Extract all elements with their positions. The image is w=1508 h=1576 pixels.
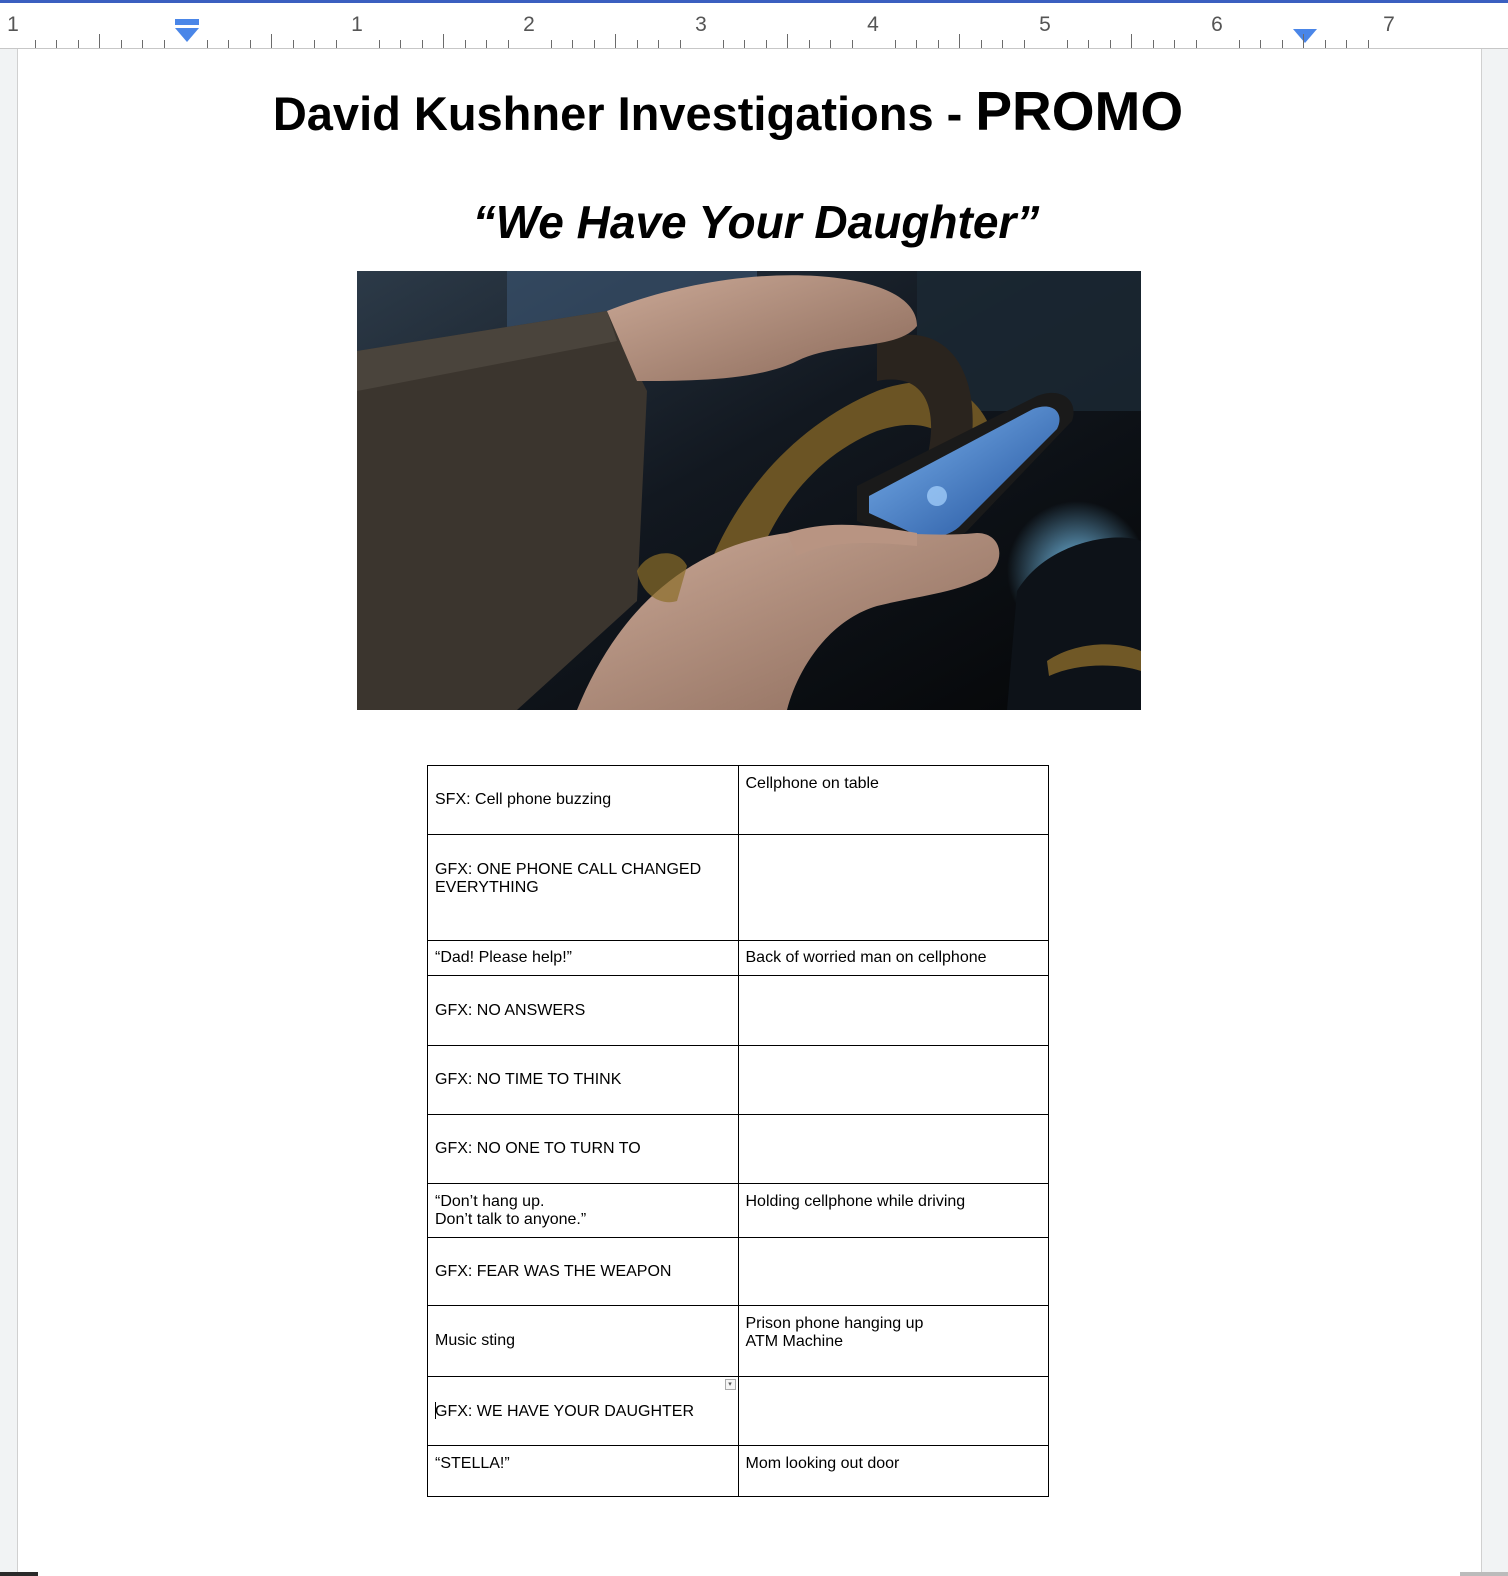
table-cell[interactable]	[738, 1184, 1049, 1238]
ruler-tick	[164, 40, 165, 48]
ruler-tick	[1282, 40, 1283, 48]
table-cell[interactable]	[738, 766, 1049, 835]
ruler-tick	[1110, 40, 1111, 48]
cell-text: Mom looking out door	[745, 1455, 900, 1472]
ruler-tick	[508, 40, 509, 48]
ruler-tick	[1067, 40, 1068, 48]
document-title	[18, 79, 1438, 143]
ruler-tick	[1239, 40, 1240, 48]
ruler-tick	[1024, 40, 1025, 48]
table-row	[428, 1046, 1049, 1115]
table-row	[428, 1377, 1049, 1446]
ruler-tick	[594, 40, 595, 48]
left-indent-marker-icon[interactable]	[174, 18, 200, 44]
ruler-tick	[207, 40, 208, 48]
ruler-tick	[250, 40, 251, 48]
table-cell[interactable]	[428, 1046, 739, 1115]
table-cell[interactable]	[428, 835, 739, 941]
cell-text: GFX: ONE PHONE CALL CHANGED EVERYTHING	[435, 861, 702, 896]
ruler-tick	[99, 34, 100, 48]
ruler-tick	[572, 40, 573, 48]
ruler-tick	[744, 40, 745, 48]
table-row	[428, 1184, 1049, 1238]
ruler-tick	[271, 34, 272, 48]
ruler-tick	[981, 40, 982, 48]
cell-text: “STELLA!”	[435, 1455, 510, 1472]
ruler-tick	[1088, 40, 1089, 48]
document-page[interactable]	[17, 49, 1482, 1576]
ruler-tick	[852, 40, 853, 48]
ruler-tick	[443, 34, 444, 48]
ruler-tick	[379, 40, 380, 48]
cell-text: GFX: NO ANSWERS	[435, 1001, 586, 1019]
ruler-label: 1	[351, 13, 363, 36]
ruler-tick	[400, 40, 401, 48]
ruler-label: 1	[7, 13, 19, 36]
table-cell[interactable]	[738, 1306, 1049, 1377]
ruler-tick	[830, 40, 831, 48]
horizontal-ruler[interactable]	[0, 3, 1508, 49]
table-row	[428, 976, 1049, 1046]
ruler-tick	[787, 34, 788, 48]
ruler-tick	[680, 40, 681, 48]
ruler-tick	[916, 40, 917, 48]
ruler-label: 4	[867, 13, 879, 36]
right-indent-marker-icon[interactable]	[1292, 27, 1318, 45]
ruler-label: 6	[1211, 13, 1223, 36]
photo-illustration	[357, 271, 1141, 710]
ruler-tick	[766, 40, 767, 48]
cell-text: GFX: WE HAVE YOUR DAUGHTER	[435, 1402, 694, 1420]
cell-text: GFX: NO TIME TO THINK	[435, 1071, 622, 1088]
ruler-tick	[465, 40, 466, 48]
script-table[interactable]	[427, 765, 1049, 1497]
ruler-tick	[1325, 40, 1326, 48]
ruler-label: 7	[1383, 13, 1395, 36]
scrollbar-right-segment[interactable]	[1460, 1572, 1508, 1576]
ruler-tick	[336, 40, 337, 48]
cell-text: Music sting	[435, 1332, 516, 1349]
table-cell[interactable]	[428, 1115, 739, 1184]
cell-text: “Dad! Please help!”	[435, 949, 572, 966]
cell-text: GFX: NO ONE TO TURN TO	[435, 1140, 641, 1157]
cell-dropdown-icon[interactable]: ▾	[725, 1379, 736, 1390]
document-subtitle	[18, 195, 1494, 249]
ruler-tick	[1153, 40, 1154, 48]
ruler-tick	[1303, 34, 1304, 48]
table-cell[interactable]	[738, 1046, 1049, 1115]
ruler-label: 2	[523, 13, 535, 36]
ruler-tick	[959, 34, 960, 48]
ruler-tick	[121, 40, 122, 48]
table-row	[428, 1115, 1049, 1184]
subtitle-open-quote: “	[472, 196, 496, 248]
ruler-tick	[637, 40, 638, 48]
table-cell[interactable]	[428, 1306, 739, 1377]
cell-text: Prison phone hanging up ATM Machine	[745, 1315, 924, 1350]
subtitle-close-quote: ”	[1016, 196, 1040, 248]
ruler-tick	[1260, 40, 1261, 48]
ruler-tick	[56, 40, 57, 48]
car-phone-photo[interactable]	[357, 271, 1141, 710]
table-cell[interactable]	[738, 976, 1049, 1046]
ruler-tick	[658, 40, 659, 48]
ruler-tick	[314, 40, 315, 48]
table-cell[interactable]	[428, 1184, 739, 1238]
title-promo-text: PROMO	[975, 80, 1184, 142]
ruler-tick	[938, 40, 939, 48]
ruler-tick	[1346, 40, 1347, 48]
table-cell[interactable]	[738, 1238, 1049, 1306]
table-row	[428, 766, 1049, 835]
table-cell[interactable]	[428, 941, 739, 976]
table-cell[interactable]	[738, 1115, 1049, 1184]
table-cell[interactable]	[428, 1238, 739, 1306]
table-cell[interactable]	[428, 1446, 739, 1497]
table-cell[interactable]	[738, 835, 1049, 941]
cell-text: Back of worried man on cellphone	[745, 949, 987, 966]
ruler-tick	[142, 40, 143, 48]
cell-text: Cellphone on table	[745, 775, 879, 792]
table-cell-active[interactable]	[428, 1377, 739, 1446]
table-row	[428, 1238, 1049, 1306]
ruler-tick	[1002, 40, 1003, 48]
table-row	[428, 1306, 1049, 1377]
table-cell[interactable]	[738, 1446, 1049, 1497]
table-cell[interactable]	[428, 766, 739, 835]
ruler-tick	[723, 40, 724, 48]
ruler-tick	[1368, 40, 1369, 48]
title-main-text: David Kushner Investigations -	[272, 87, 976, 140]
ruler-tick	[78, 40, 79, 48]
table-cell[interactable]	[738, 941, 1049, 976]
ruler-tick	[895, 40, 896, 48]
cell-text: SFX: Cell phone buzzing	[435, 791, 612, 808]
ruler-tick	[422, 40, 423, 48]
ruler-tick	[1196, 40, 1197, 48]
table-row	[428, 1446, 1049, 1497]
ruler-tick	[551, 40, 552, 48]
scrollbar-left-segment[interactable]	[0, 1572, 38, 1576]
ruler-tick	[486, 40, 487, 48]
ruler-tick	[615, 34, 616, 48]
ruler-tick	[35, 40, 36, 48]
ruler-tick	[293, 40, 294, 48]
table-cell[interactable]	[428, 976, 739, 1046]
table-cell[interactable]	[738, 1377, 1049, 1446]
cell-text: Holding cellphone while driving	[745, 1193, 966, 1210]
cell-text: GFX: FEAR WAS THE WEAPON	[435, 1262, 672, 1280]
ruler-tick	[1174, 40, 1175, 48]
ruler-label: 5	[1039, 13, 1051, 36]
ruler-tick	[228, 40, 229, 48]
cell-text: “Don’t hang up. Don’t talk to anyone.”	[435, 1192, 587, 1228]
table-row	[428, 835, 1049, 941]
ruler-tick	[1131, 34, 1132, 48]
ruler-tick	[809, 40, 810, 48]
subtitle-text: We Have Your Daughter	[495, 196, 1017, 248]
ruler-label: 3	[695, 13, 707, 36]
table-row	[428, 941, 1049, 976]
